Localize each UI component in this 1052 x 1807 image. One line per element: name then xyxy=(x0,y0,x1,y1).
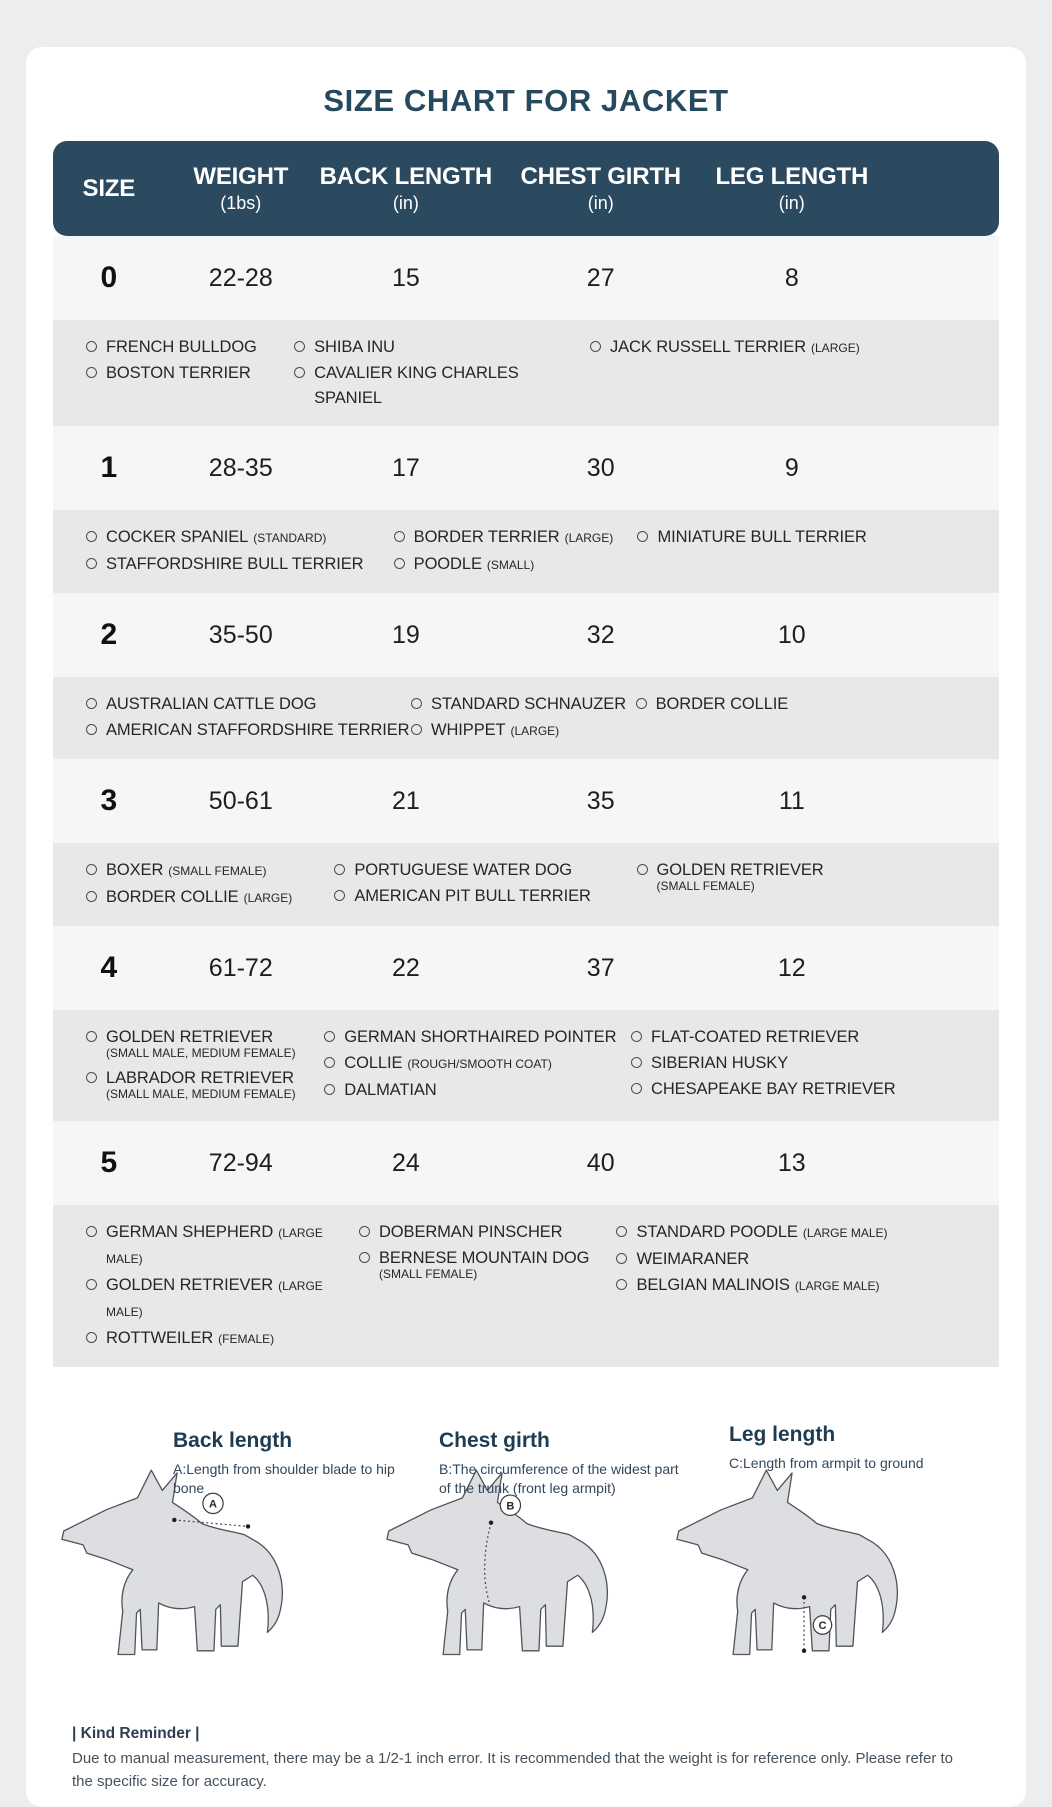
circle-marker-icon xyxy=(86,367,97,378)
breed-item: BORDER COLLIE xyxy=(636,692,999,717)
breed-item: SHIBA INU xyxy=(294,335,590,360)
breed-item: GOLDEN RETRIEVER (LARGE MALE) xyxy=(86,1273,359,1325)
breed-group xyxy=(637,857,999,912)
circle-marker-icon xyxy=(359,1226,370,1237)
circle-marker-icon xyxy=(411,724,422,735)
breed-group xyxy=(411,691,636,745)
header-cell-leg-length: LEG LENGTH (in) xyxy=(715,162,869,214)
breed-group xyxy=(294,334,590,412)
breed-item: BORDER COLLIE (LARGE) xyxy=(86,885,334,911)
breed-group xyxy=(636,691,999,745)
breed-item: GERMAN SHEPHERD (LARGE MALE) xyxy=(86,1220,359,1272)
breed-item: GOLDEN RETRIEVER (SMALL MALE, MEDIUM FEMALE) xyxy=(86,1025,324,1065)
breed-item: CHESAPEAKE BAY RETRIEVER xyxy=(631,1077,999,1102)
circle-marker-icon xyxy=(86,864,97,875)
circle-marker-icon xyxy=(411,698,422,709)
breed-group xyxy=(359,1219,616,1353)
breed-item: STAFFORDSHIRE BULL TERRIER xyxy=(86,552,394,577)
breed-group xyxy=(324,1024,631,1107)
measurement-diagrams xyxy=(26,1367,1026,1679)
kind-reminder xyxy=(72,1725,971,1793)
breed-item: STANDARD POODLE (LARGE MALE) xyxy=(616,1220,999,1246)
breed-item: AMERICAN STAFFORDSHIRE TERRIER xyxy=(86,718,411,743)
breed-item: FRENCH BULLDOG xyxy=(86,335,294,360)
circle-marker-icon xyxy=(334,890,345,901)
circle-marker-icon xyxy=(359,1252,370,1263)
svg-text:C: C xyxy=(818,1620,827,1633)
breed-group xyxy=(637,524,999,579)
circle-marker-icon xyxy=(86,1226,97,1237)
breed-group xyxy=(86,691,411,745)
circle-marker-icon xyxy=(616,1253,627,1264)
size-row-4: 4 61-72 22 37 12 xyxy=(53,926,999,1010)
circle-marker-icon xyxy=(637,531,648,542)
circle-marker-icon xyxy=(616,1226,627,1237)
circle-marker-icon xyxy=(394,531,405,542)
breed-group xyxy=(631,1024,999,1107)
circle-marker-icon xyxy=(636,698,647,709)
circle-marker-icon xyxy=(86,341,97,352)
size-chart-card xyxy=(26,47,1026,1807)
circle-marker-icon xyxy=(324,1031,335,1042)
header-cell-back-length: BACK LENGTH (in) xyxy=(319,162,493,214)
dog-silhouette-leg-length xyxy=(664,1459,922,1662)
breed-item: WHIPPET (LARGE) xyxy=(411,718,636,744)
breed-item: GERMAN SHORTHAIRED POINTER xyxy=(324,1025,631,1050)
circle-marker-icon xyxy=(86,1031,97,1042)
diagram-title: Leg length xyxy=(729,1423,836,1446)
breed-group xyxy=(86,524,394,579)
breed-item: BORDER TERRIER (LARGE) xyxy=(394,525,638,551)
size-row-0: 0 22-28 15 27 8 xyxy=(53,236,999,320)
breed-item: ROTTWEILER (FEMALE) xyxy=(86,1326,359,1352)
breed-group xyxy=(590,334,999,412)
breed-item: STANDARD SCHNAUZER xyxy=(411,692,636,717)
breed-item: BELGIAN MALINOIS (LARGE MALE) xyxy=(616,1273,999,1299)
table-header xyxy=(53,141,999,236)
breed-item: COLLIE (ROUGH/SMOOTH COAT) xyxy=(324,1051,631,1077)
breed-item: JACK RUSSELL TERRIER (LARGE) xyxy=(590,335,999,361)
circle-marker-icon xyxy=(394,558,405,569)
breed-group xyxy=(86,857,334,912)
breed-group xyxy=(394,524,638,579)
diagram-title: Back length xyxy=(173,1429,293,1452)
circle-marker-icon xyxy=(334,864,345,875)
header-cell-weight: WEIGHT (1bs) xyxy=(193,162,289,214)
breed-strip-0 xyxy=(53,320,999,426)
circle-marker-icon xyxy=(631,1083,642,1094)
breed-item: PORTUGUESE WATER DOG xyxy=(334,858,636,883)
breed-item: WEIMARANER xyxy=(616,1247,999,1272)
diagram-description: B:The circumference of the widest part of the trunk (front leg armpit) xyxy=(439,1461,679,1496)
circle-marker-icon xyxy=(86,1332,97,1343)
reminder-body: Due to manual measurement, there may be a 1/2-1 inch error. It is recommended that the weight is for reference only. Please refer to the specific size for accuracy. xyxy=(72,1750,953,1790)
breed-item: SIBERIAN HUSKY xyxy=(631,1051,999,1076)
circle-marker-icon xyxy=(631,1031,642,1042)
breed-group xyxy=(616,1219,999,1353)
diagram-description: C:Length from armpit to ground xyxy=(729,1455,924,1471)
circle-marker-icon xyxy=(86,1279,97,1290)
size-row-2: 2 35-50 19 32 10 xyxy=(53,593,999,677)
breed-item: POODLE (SMALL) xyxy=(394,552,638,578)
circle-marker-icon xyxy=(616,1279,627,1290)
diagram-chest-girth xyxy=(439,1429,694,1498)
breed-item: FLAT-COATED RETRIEVER xyxy=(631,1025,999,1050)
reminder-title: | Kind Reminder | xyxy=(72,1725,200,1742)
diagram-description: A:Length from shoulder blade to hip bone xyxy=(173,1461,395,1496)
circle-marker-icon xyxy=(324,1084,335,1095)
diagram-leg-length xyxy=(729,1423,991,1473)
circle-marker-icon xyxy=(324,1057,335,1068)
size-row-5: 5 72-94 24 40 13 xyxy=(53,1121,999,1205)
size-row-1: 1 28-35 17 30 9 xyxy=(53,426,999,510)
breed-item: BOXER (SMALL FEMALE) xyxy=(86,858,334,884)
breed-item: COCKER SPANIEL (STANDARD) xyxy=(86,525,394,551)
breed-strip-4 xyxy=(53,1010,999,1121)
svg-text:B: B xyxy=(506,1500,515,1513)
breed-item: BOSTON TERRIER xyxy=(86,361,294,386)
circle-marker-icon xyxy=(86,531,97,542)
circle-marker-icon xyxy=(590,341,601,352)
breed-strip-2 xyxy=(53,677,999,759)
breed-group xyxy=(86,1219,359,1353)
breed-item: GOLDEN RETRIEVER (SMALL FEMALE) xyxy=(637,858,999,898)
circle-marker-icon xyxy=(86,558,97,569)
breed-group xyxy=(334,857,636,912)
circle-marker-icon xyxy=(86,724,97,735)
breed-item: DALMATIAN xyxy=(324,1078,631,1103)
diagram-back-length xyxy=(173,1429,413,1498)
breed-item: DOBERMAN PINSCHER xyxy=(359,1220,616,1245)
breed-item: AUSTRALIAN CATTLE DOG xyxy=(86,692,411,717)
breed-item: AMERICAN PIT BULL TERRIER xyxy=(334,884,636,909)
diagram-title: Chest girth xyxy=(439,1429,550,1452)
breed-item: CAVALIER KING CHARLES SPANIEL xyxy=(294,361,590,411)
svg-text:A: A xyxy=(209,1498,218,1511)
size-row-3: 3 50-61 21 35 11 xyxy=(53,759,999,843)
breed-item: BERNESE MOUNTAIN DOG (SMALL FEMALE) xyxy=(359,1246,616,1286)
breed-item: MINIATURE BULL TERRIER xyxy=(637,525,999,550)
header-cell-size: SIZE xyxy=(82,174,136,202)
breed-item: LABRADOR RETRIEVER (SMALL MALE, MEDIUM FEMALE) xyxy=(86,1066,324,1106)
circle-marker-icon xyxy=(631,1057,642,1068)
circle-marker-icon xyxy=(86,698,97,709)
circle-marker-icon xyxy=(86,1072,97,1083)
breed-group xyxy=(86,334,294,412)
circle-marker-icon xyxy=(294,341,305,352)
breed-strip-1 xyxy=(53,510,999,593)
header-cell-chest-girth: CHEST GIRTH (in) xyxy=(520,162,681,214)
breed-strip-5 xyxy=(53,1205,999,1367)
breed-strip-3 xyxy=(53,843,999,926)
breed-group xyxy=(86,1024,324,1107)
circle-marker-icon xyxy=(294,367,305,378)
page-title: SIZE CHART FOR JACKET xyxy=(323,83,729,118)
circle-marker-icon xyxy=(86,891,97,902)
circle-marker-icon xyxy=(637,864,648,875)
